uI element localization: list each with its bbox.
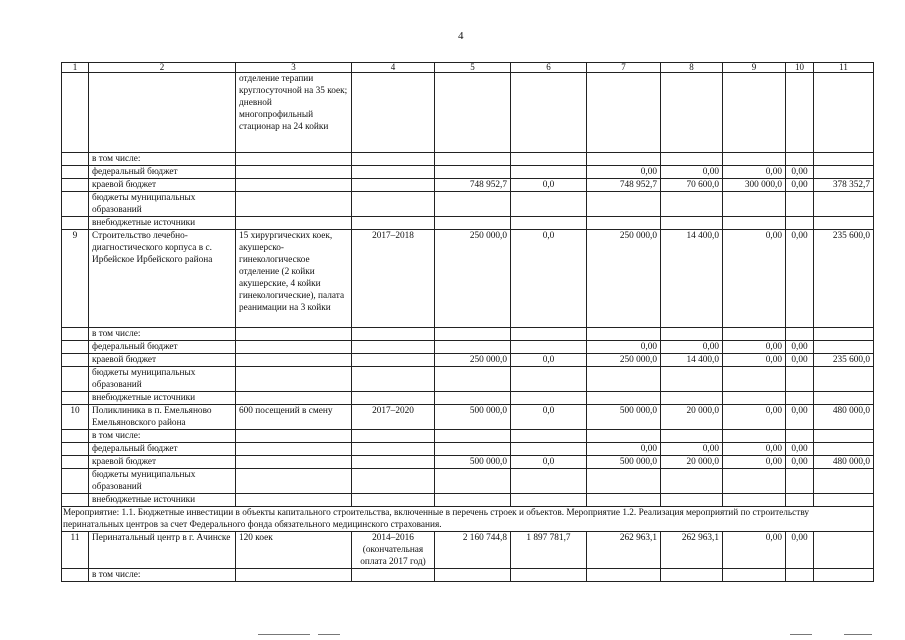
table-cell [236, 456, 352, 469]
table-cell [352, 354, 435, 367]
table-cell [236, 153, 352, 166]
table-cell [587, 494, 661, 507]
table-cell [814, 367, 874, 392]
table-cell [814, 73, 874, 153]
table-cell [723, 569, 786, 582]
table-cell [814, 217, 874, 230]
table-cell [786, 367, 814, 392]
table-cell [62, 153, 89, 166]
table-cell [435, 328, 511, 341]
table-cell: 480 000,0 [814, 405, 874, 430]
table-cell [62, 328, 89, 341]
table-cell [511, 341, 587, 354]
table-cell [786, 494, 814, 507]
measure-description: Мероприятие: 1.1. Бюджетные инвестиции в объекты капитального строительства, включенные в перечень строек и объектов. Мероприятие 1.2. Реализация мероприятий по строительству перинатальных центров за счет Федерального фонда обязательного медицинского страхования. [62, 507, 874, 532]
table-cell: 14 400,0 [661, 354, 723, 367]
table-cell [62, 341, 89, 354]
header-cell: 3 [236, 63, 352, 73]
measure-row [62, 507, 874, 532]
table-cell: 378 352,7 [814, 179, 874, 192]
table-cell [511, 192, 587, 217]
table-cell [435, 443, 511, 456]
table-row [62, 328, 874, 341]
table-row [62, 569, 874, 582]
table-cell [435, 569, 511, 582]
header-cell: 6 [511, 63, 587, 73]
table-cell: 748 952,7 [587, 179, 661, 192]
table-cell [587, 153, 661, 166]
table-cell [236, 443, 352, 456]
table-cell: 600 посещений в смену [236, 405, 352, 430]
table-row [62, 469, 874, 494]
table-cell [435, 392, 511, 405]
table-cell [814, 392, 874, 405]
table-cell: 20 000,0 [661, 456, 723, 469]
table-cell [236, 217, 352, 230]
table-cell [587, 328, 661, 341]
header-cell: 10 [786, 63, 814, 73]
table-cell [814, 532, 874, 569]
table-cell [62, 569, 89, 582]
table-cell [786, 153, 814, 166]
table-cell: 0,0 [511, 179, 587, 192]
header-cell: 4 [352, 63, 435, 73]
table-cell [435, 166, 511, 179]
table-cell [587, 430, 661, 443]
table-cell [236, 469, 352, 494]
table-cell: 500 000,0 [587, 405, 661, 430]
table-cell: 300 000,0 [723, 179, 786, 192]
table-cell [511, 443, 587, 456]
table-row [62, 456, 874, 469]
table-cell: 1 897 781,7 [511, 532, 587, 569]
table-cell: 0,0 [511, 456, 587, 469]
table-cell [62, 367, 89, 392]
table-cell [661, 430, 723, 443]
table-cell [435, 430, 511, 443]
table-cell [62, 430, 89, 443]
table-cell: в том числе: [89, 430, 236, 443]
table-cell [236, 430, 352, 443]
table-cell: 250 000,0 [435, 230, 511, 328]
table-cell: 0,00 [723, 341, 786, 354]
table-cell [723, 328, 786, 341]
header-row [62, 63, 874, 73]
table-row [62, 443, 874, 456]
table-cell [352, 392, 435, 405]
table-cell [723, 494, 786, 507]
table-cell: бюджеты муниципальных образований [89, 367, 236, 392]
header-cell: 2 [89, 63, 236, 73]
header-cell: 11 [814, 63, 874, 73]
table-cell: внебюджетные источники [89, 494, 236, 507]
table-cell [352, 456, 435, 469]
table-cell [62, 354, 89, 367]
table-cell [786, 392, 814, 405]
table-cell [786, 569, 814, 582]
table-cell [352, 192, 435, 217]
table-cell: в том числе: [89, 569, 236, 582]
header-cell: 9 [723, 63, 786, 73]
table-cell [435, 192, 511, 217]
table-cell: 500 000,0 [435, 456, 511, 469]
footer-rule [258, 634, 310, 635]
table-cell [661, 469, 723, 494]
table-cell: внебюджетные источники [89, 217, 236, 230]
table-cell [352, 328, 435, 341]
table-cell [814, 192, 874, 217]
table-cell: краевой бюджет [89, 354, 236, 367]
table-cell [511, 430, 587, 443]
table-cell [786, 217, 814, 230]
table-cell [511, 166, 587, 179]
table-cell: 0,00 [587, 166, 661, 179]
table-cell [723, 392, 786, 405]
table-cell: 250 000,0 [587, 230, 661, 328]
table-cell [814, 166, 874, 179]
table-cell [587, 469, 661, 494]
table-cell [511, 217, 587, 230]
table-cell [352, 217, 435, 230]
table-cell: 0,00 [587, 443, 661, 456]
table-cell [786, 73, 814, 153]
table-cell: 0,00 [723, 532, 786, 569]
table-cell [236, 328, 352, 341]
footer-rule [790, 634, 812, 635]
table-row [62, 217, 874, 230]
table-cell [511, 328, 587, 341]
table-row [62, 73, 874, 153]
table-cell [62, 392, 89, 405]
table-cell: 14 400,0 [661, 230, 723, 328]
table-row [62, 192, 874, 217]
table-cell [236, 494, 352, 507]
table-row [62, 153, 874, 166]
table-cell: 2017–2018 [352, 230, 435, 328]
table-cell: 262 963,1 [661, 532, 723, 569]
table-cell [62, 192, 89, 217]
table-cell [723, 73, 786, 153]
table-cell [352, 367, 435, 392]
table-cell [814, 341, 874, 354]
table-cell [352, 569, 435, 582]
table-cell [352, 73, 435, 153]
footer-rule [318, 634, 340, 635]
table-cell [661, 392, 723, 405]
table-cell [587, 367, 661, 392]
table-cell [435, 367, 511, 392]
table-cell [814, 153, 874, 166]
table-cell: 0,00 [786, 341, 814, 354]
table-cell: 70 600,0 [661, 179, 723, 192]
table-row [62, 179, 874, 192]
table-cell: краевой бюджет [89, 456, 236, 469]
table-cell: 480 000,0 [814, 456, 874, 469]
table-cell [62, 217, 89, 230]
page-number: 4 [458, 30, 464, 42]
table-cell: бюджеты муниципальных образований [89, 469, 236, 494]
table-cell: в том числе: [89, 153, 236, 166]
table-cell [62, 469, 89, 494]
table-cell [62, 443, 89, 456]
table-cell [236, 341, 352, 354]
table-cell [511, 392, 587, 405]
table-cell: 2017–2020 [352, 405, 435, 430]
table-cell [587, 217, 661, 230]
table-cell [352, 166, 435, 179]
table-cell: Перинатальный центр в г. Ачинске [89, 532, 236, 569]
table-cell [814, 494, 874, 507]
table-cell [723, 192, 786, 217]
header-cell: 7 [587, 63, 661, 73]
table-cell [435, 73, 511, 153]
table-cell [89, 73, 236, 153]
table-cell [587, 392, 661, 405]
header-cell: 8 [661, 63, 723, 73]
table-cell: 0,00 [786, 354, 814, 367]
table-cell [511, 494, 587, 507]
table-cell [236, 166, 352, 179]
table-cell: 10 [62, 405, 89, 430]
table-cell: 0,00 [786, 405, 814, 430]
table-row [62, 367, 874, 392]
table-cell: 0,00 [786, 230, 814, 328]
table-cell: краевой бюджет [89, 179, 236, 192]
table-cell [511, 73, 587, 153]
table-cell: 0,00 [723, 230, 786, 328]
table-cell: 262 963,1 [587, 532, 661, 569]
table-cell [236, 192, 352, 217]
table-cell: федеральный бюджет [89, 166, 236, 179]
table-cell [587, 569, 661, 582]
table-cell [236, 354, 352, 367]
table-cell [435, 341, 511, 354]
table-cell: 0,00 [723, 456, 786, 469]
table-cell: 0,0 [511, 405, 587, 430]
table-cell: 0,00 [661, 443, 723, 456]
table-cell [723, 153, 786, 166]
table-cell: 0,00 [786, 179, 814, 192]
table-cell [352, 179, 435, 192]
table-cell [814, 443, 874, 456]
table-cell: внебюджетные источники [89, 392, 236, 405]
table-cell [435, 494, 511, 507]
table-cell [814, 569, 874, 582]
table-cell: 0,00 [723, 443, 786, 456]
table-cell [786, 192, 814, 217]
table-cell: Поликлиника в п. Емельяново Емельяновского района [89, 405, 236, 430]
table-row [62, 166, 874, 179]
table-cell [435, 217, 511, 230]
table-row [62, 230, 874, 328]
table-cell [786, 328, 814, 341]
table-cell: 0,00 [661, 166, 723, 179]
table-row [62, 392, 874, 405]
table-cell [661, 494, 723, 507]
table-cell [723, 469, 786, 494]
table-cell: отделение терапии круглосуточной на 35 коек; дневной многопрофильный стационар на 24 койки [236, 73, 352, 153]
table-cell: 0,00 [786, 443, 814, 456]
table-cell [786, 430, 814, 443]
table-cell: федеральный бюджет [89, 443, 236, 456]
table-cell [723, 367, 786, 392]
table-cell: 748 952,7 [435, 179, 511, 192]
table-row [62, 354, 874, 367]
table-cell: 9 [62, 230, 89, 328]
table-cell: 120 коек [236, 532, 352, 569]
table-cell [352, 153, 435, 166]
table-cell [587, 73, 661, 153]
table-cell [587, 192, 661, 217]
table-cell: 250 000,0 [587, 354, 661, 367]
table-cell: 0,00 [786, 532, 814, 569]
table-cell [352, 430, 435, 443]
table-cell: 250 000,0 [435, 354, 511, 367]
table-cell [661, 73, 723, 153]
table-cell [236, 392, 352, 405]
table-cell [661, 328, 723, 341]
footer-rule [844, 634, 872, 635]
table-cell [661, 192, 723, 217]
table-cell [236, 569, 352, 582]
table-cell: бюджеты муниципальных образований [89, 192, 236, 217]
table-row [62, 532, 874, 569]
table-cell [62, 166, 89, 179]
table-row [62, 405, 874, 430]
table-cell: 0,00 [723, 354, 786, 367]
table-cell [352, 469, 435, 494]
investment-table [61, 62, 874, 582]
table-cell: 2014–2016 (окончательная оплата 2017 год) [352, 532, 435, 569]
table-cell: 11 [62, 532, 89, 569]
table-cell: 0,00 [786, 456, 814, 469]
table-cell [236, 367, 352, 392]
table-cell: 2 160 744,8 [435, 532, 511, 569]
header-cell: 1 [62, 63, 89, 73]
table-cell: 15 хирургических коек, акушерско-гинекологическое отделение (2 койки акушерские, 4 койки гинекологические), палата реанимации на 3 койки [236, 230, 352, 328]
table-cell [352, 341, 435, 354]
table-cell [352, 494, 435, 507]
table-cell: 0,00 [786, 166, 814, 179]
table-cell: Строительство лечебно-диагностического корпуса в с. Ирбейское Ирбейского района [89, 230, 236, 328]
table-row [62, 430, 874, 443]
table-cell [814, 430, 874, 443]
table-row [62, 494, 874, 507]
table-cell: 0,00 [587, 341, 661, 354]
table-cell [435, 153, 511, 166]
table-cell: 235 600,0 [814, 354, 874, 367]
table-cell: федеральный бюджет [89, 341, 236, 354]
table-cell: 20 000,0 [661, 405, 723, 430]
table-cell [661, 217, 723, 230]
table-cell [814, 469, 874, 494]
table-cell [435, 469, 511, 494]
table-row [62, 341, 874, 354]
table-cell: в том числе: [89, 328, 236, 341]
table-cell: 0,0 [511, 354, 587, 367]
table-cell [511, 469, 587, 494]
table-cell [62, 179, 89, 192]
table-cell [661, 367, 723, 392]
table-cell [786, 469, 814, 494]
header-cell: 5 [435, 63, 511, 73]
table-cell [62, 73, 89, 153]
table-cell [661, 153, 723, 166]
table-cell: 500 000,0 [587, 456, 661, 469]
table-cell: 0,00 [661, 341, 723, 354]
table-cell [511, 153, 587, 166]
table-cell [814, 328, 874, 341]
table-cell: 500 000,0 [435, 405, 511, 430]
table-cell: 0,0 [511, 230, 587, 328]
table-cell [236, 179, 352, 192]
table-cell: 0,00 [723, 405, 786, 430]
table-cell [723, 430, 786, 443]
table-cell [661, 569, 723, 582]
table-cell [723, 217, 786, 230]
table-cell [352, 443, 435, 456]
table-cell: 0,00 [723, 166, 786, 179]
table-cell: 235 600,0 [814, 230, 874, 328]
table-cell [62, 456, 89, 469]
table-cell [511, 367, 587, 392]
table-cell [62, 494, 89, 507]
table-cell [511, 569, 587, 582]
